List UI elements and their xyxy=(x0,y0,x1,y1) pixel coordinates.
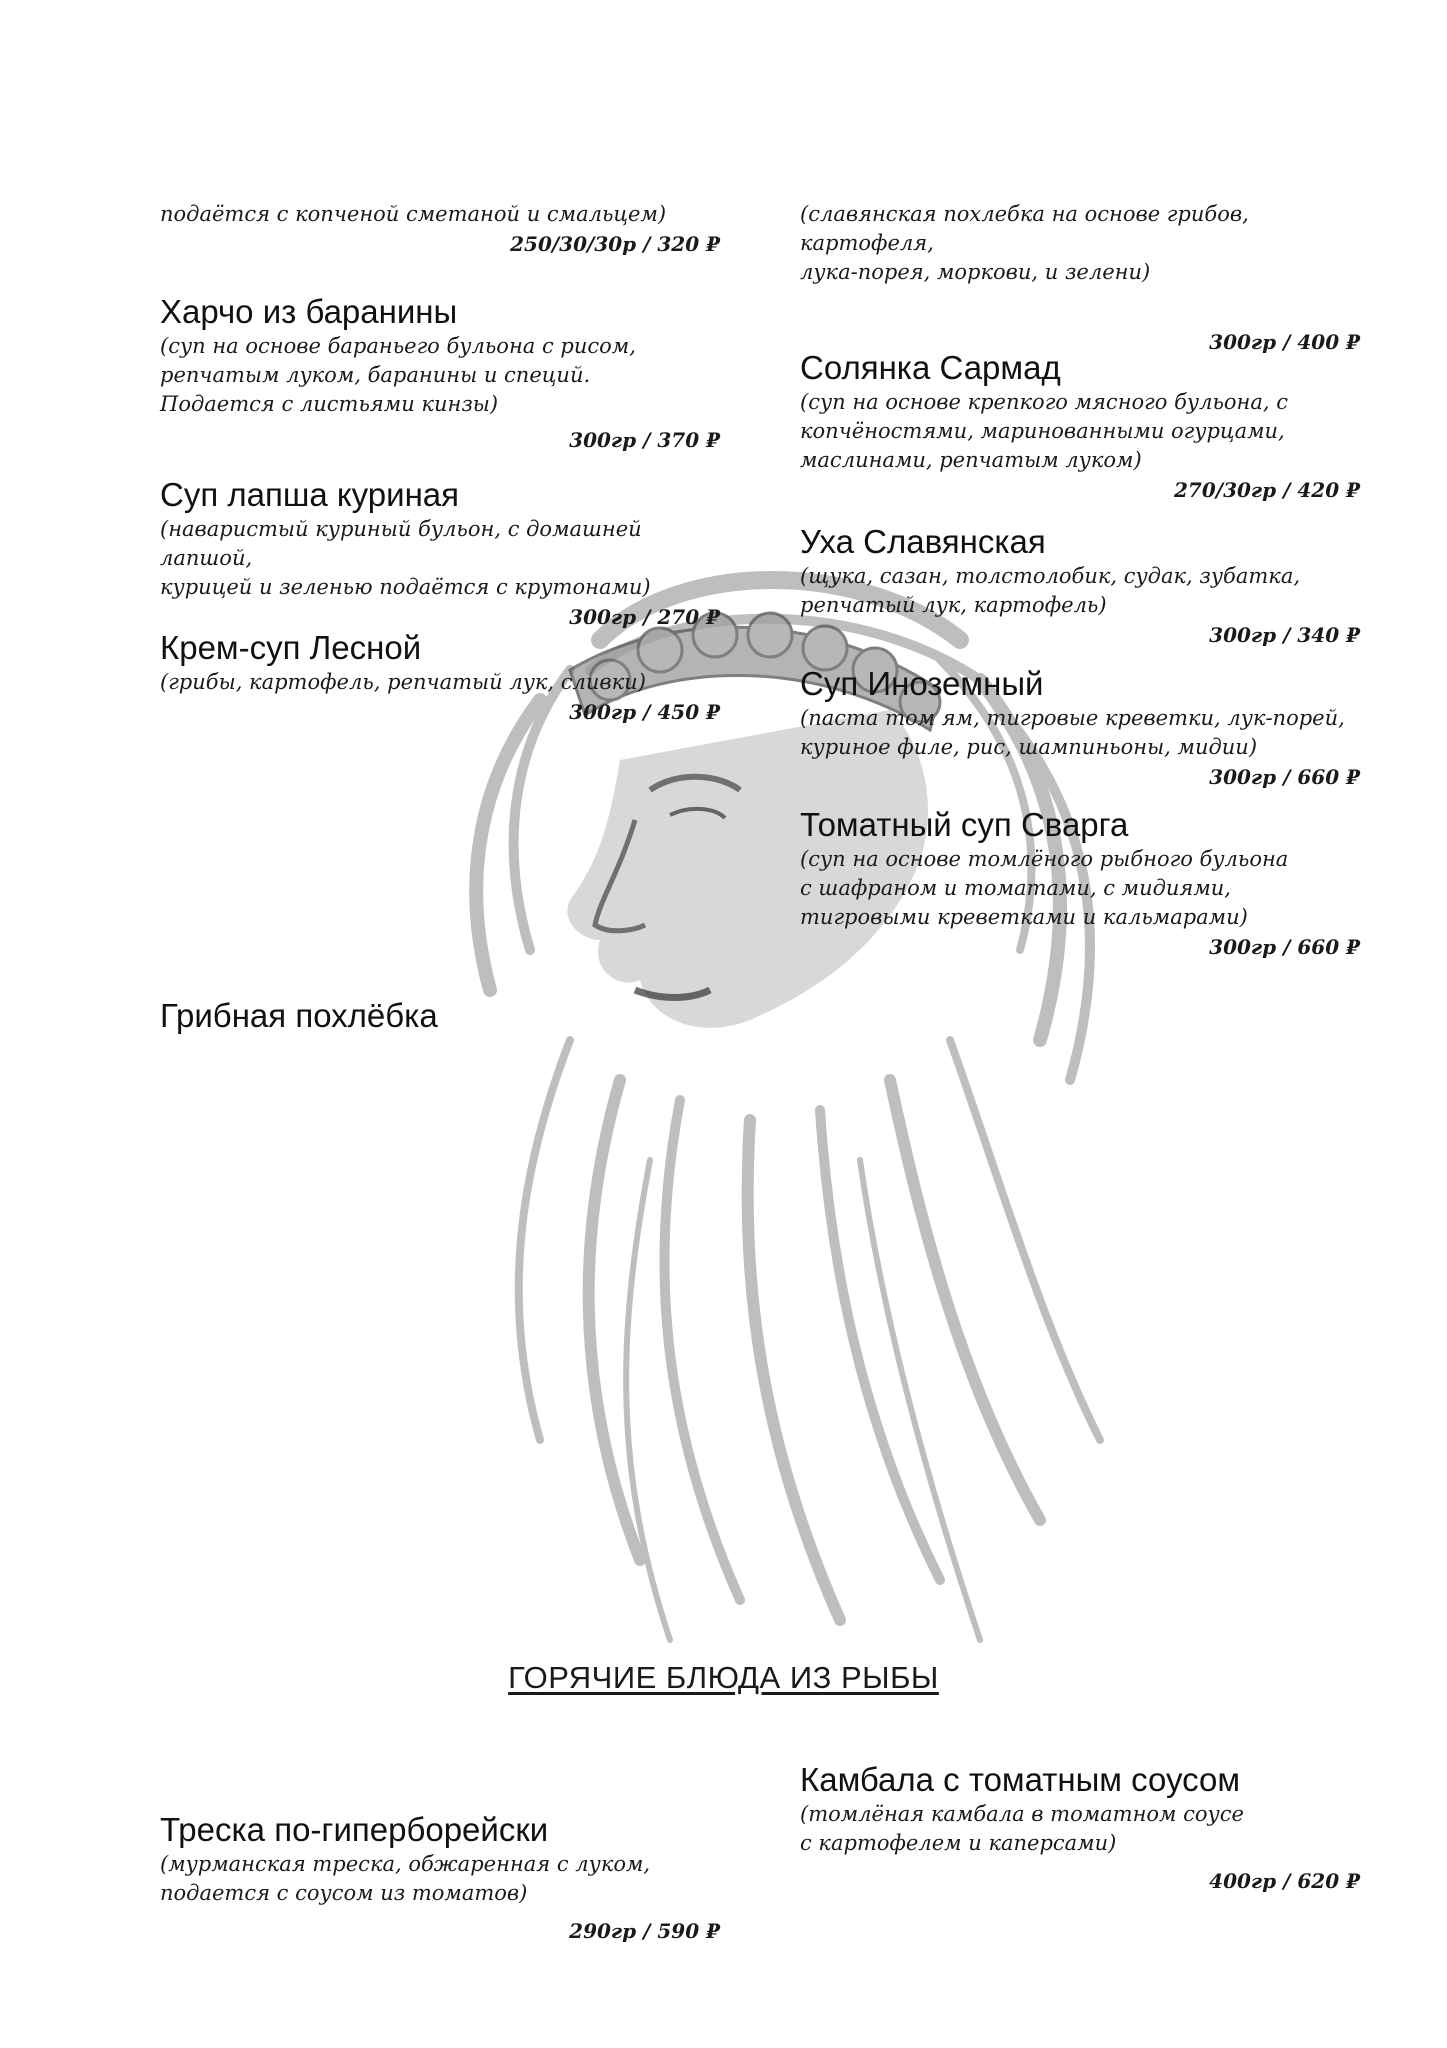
dish-price: 300гр / 400 ₽ xyxy=(1209,330,1360,354)
dish-description: (щука, сазан, толстолобик, судак, зубатка, репчатый лук, картофель) xyxy=(800,564,1301,617)
dish-price: 250/30/30р / 320 ₽ xyxy=(510,232,720,256)
dish-description: (суп на основе крепкого мясного бульона, с копчёностями, маринованными огурцами, маслинами, репчатым луком) xyxy=(800,390,1289,472)
dish-title: Томатный суп Сварга xyxy=(800,806,1129,843)
menu-item xyxy=(800,348,1360,505)
dish-description: (суп на основе бараньего бульона с рисом, репчатым луком, баранины и специй. Подается с листьями кинзы) xyxy=(160,334,636,416)
dish-price: 270/30гр / 420 ₽ xyxy=(1174,478,1360,502)
dish-description: (наваристый куриный бульон, с домашней лапшой, курицей и зеленью подаётся с крутонами) xyxy=(160,517,651,599)
menu-item xyxy=(160,1810,720,1946)
menu-item xyxy=(160,996,720,1036)
menu-item xyxy=(160,475,720,632)
menu-item xyxy=(800,664,1360,792)
menu-item xyxy=(800,522,1360,650)
dish-price: 300гр / 340 ₽ xyxy=(1209,623,1360,647)
dish-title: Треска по-гиперборейски xyxy=(160,1811,549,1848)
dish-title: Суп Иноземный xyxy=(800,665,1044,702)
dish-title: Уха Славянская xyxy=(800,523,1046,560)
dish-title: Камбала с томатным соусом xyxy=(800,1761,1241,1798)
dish-description: (суп на основе томлёного рыбного бульона с шафраном и томатами, с мидиями, тигровыми креветками и кальмарами) xyxy=(800,847,1289,929)
dish-price: 300гр / 370 ₽ xyxy=(569,428,720,452)
dish-description: подаётся с копченой сметаной и смальцем) xyxy=(160,202,667,226)
dish-price: 290гр / 590 ₽ xyxy=(569,1919,720,1943)
dish-description: (грибы, картофель, репчатый лук, сливки) xyxy=(160,670,646,694)
dish-title: Суп лапша куриная xyxy=(160,476,460,513)
dish-description: (славянская похлебка на основе грибов, картофеля, лука-порея, моркови, и зелени) xyxy=(800,202,1249,284)
menu-item xyxy=(160,292,720,455)
dish-price: 300гр / 450 ₽ xyxy=(569,700,720,724)
dish-price: 300гр / 660 ₽ xyxy=(1209,765,1360,789)
dish-title: Солянка Сармад xyxy=(800,349,1061,386)
dish-price: 400гр / 620 ₽ xyxy=(1209,1869,1360,1893)
menu-item xyxy=(800,805,1360,962)
menu-item xyxy=(800,1760,1360,1896)
menu-item xyxy=(160,200,720,259)
dish-title: Крем-суп Лесной xyxy=(160,629,422,666)
menu-item xyxy=(160,628,720,727)
dish-title: Грибная похлёбка xyxy=(160,997,438,1034)
dish-title: Харчо из баранины xyxy=(160,293,458,330)
dish-description: (мурманская треска, обжаренная с луком, подается с соусом из томатов) xyxy=(160,1852,651,1905)
dish-price: 300гр / 270 ₽ xyxy=(569,605,720,629)
section-heading: ГОРЯЧИЕ БЛЮДА ИЗ РЫБЫ xyxy=(508,1660,939,1695)
menu-item xyxy=(800,200,1360,357)
dish-description: (паста том ям, тигровые креветки, лук-порей, куриное филе, рис, шампиньоны, мидии) xyxy=(800,706,1345,759)
dish-price: 300гр / 660 ₽ xyxy=(1209,935,1360,959)
dish-description: (томлёная камбала в томатном соусе с картофелем и каперсами) xyxy=(800,1802,1244,1855)
